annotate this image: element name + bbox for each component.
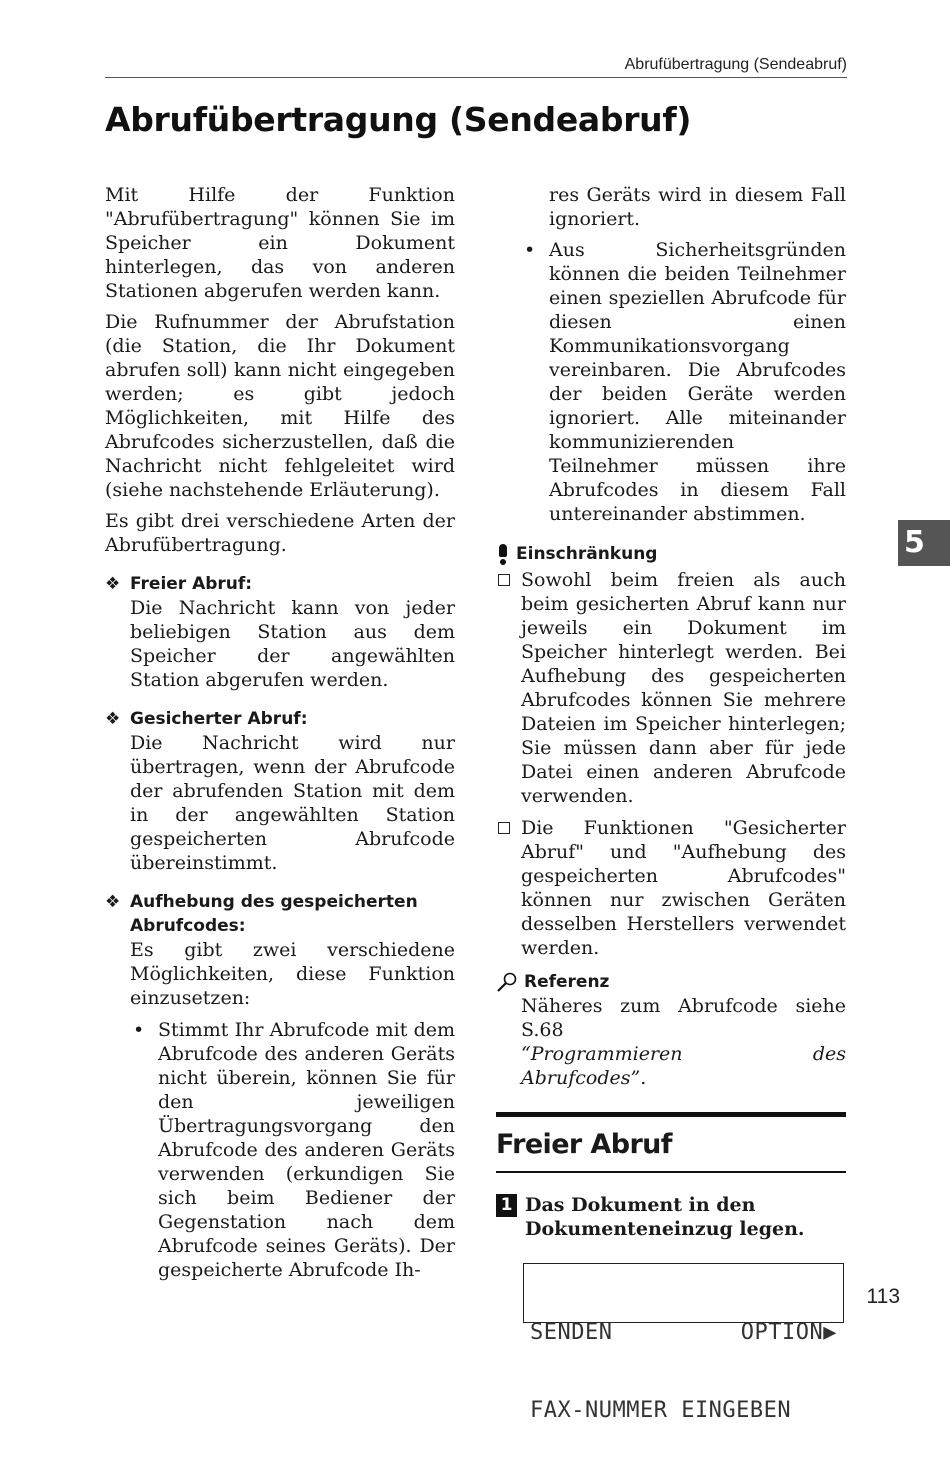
checkbox-square-icon bbox=[498, 574, 510, 586]
reference-link[interactable]: “Programmieren des Abrufcodes” bbox=[521, 1043, 846, 1089]
definition-freier-abruf bbox=[105, 572, 455, 692]
page-title: Abrufübertragung (Sendeabruf) bbox=[105, 100, 692, 139]
section-rule-bottom bbox=[496, 1171, 846, 1173]
definition-body: Es gibt zwei verschiedene Möglichkeiten, diese Funktion einzusetzen: bbox=[130, 939, 455, 1009]
section-title: Freier Abruf bbox=[496, 1129, 672, 1160]
header-rule bbox=[105, 77, 847, 78]
step-number-badge: 1 bbox=[496, 1194, 517, 1217]
definition-body: Die Nachricht wird nur übertragen, wenn der Abrufcode der abrufenden Station mit dem in der angewählten Station gespeicherten Abrufcode übereinstimmt. bbox=[130, 732, 455, 874]
section-rule-top bbox=[496, 1112, 846, 1117]
bullet-list bbox=[496, 238, 846, 526]
bullet-list bbox=[105, 1018, 455, 1282]
list-item: • Stimmt Ihr Abrufcode mit dem Abrufcode des anderen Geräts nicht überein, können Sie für den jeweiligen Übertragungsvorgang den Abrufcode des anderen Geräts verwenden (erkundigen Sie sich beim Bediener der Gegenstation nach dem Abrufcode seines Geräts). Der gespeicherte Abrufcode Ih- bbox=[133, 1019, 455, 1281]
limitation-list bbox=[496, 568, 846, 960]
definition-term: Aufhebung des gespeicherten Abrufcodes: bbox=[130, 892, 418, 936]
lcd-line1-left: SENDEN bbox=[530, 1320, 613, 1345]
step-text: Das Dokument in den Dokumenteneinzug legen. bbox=[525, 1194, 805, 1240]
lcd-line2: FAX-NUMMER EINGEBEN bbox=[530, 1398, 792, 1423]
magnifier-icon bbox=[496, 971, 518, 993]
limitation-heading: Einschränkung bbox=[496, 542, 846, 566]
list-item: • Aus Sicherheitsgründen können die beiden Teilnehmer einen speziellen Abrufcode für diesen einen Kommunikationsvorgang vereinbaren. Die Abrufcodes der beiden Geräte werden ignoriert. Alle miteinander kommunizierenden Teilnehmer müssen ihre Abrufcodes in diesem Fall untereinander abstimmen. bbox=[524, 239, 846, 525]
lcd-line1-right: OPTION bbox=[740, 1320, 824, 1345]
intro-paragraph: Mit Hilfe der Funktion "Abrufübertragung" können Sie im Speicher ein Dokument hinterlegen, das von anderen Stationen abgerufen werden kann. bbox=[105, 184, 455, 302]
running-header: Abrufübertragung (Sendeabruf) bbox=[624, 56, 847, 73]
diamond-bullet-icon: ❖ bbox=[105, 574, 121, 594]
definition-aufhebung bbox=[105, 890, 455, 1282]
left-column bbox=[105, 183, 455, 1288]
checkbox-square-icon bbox=[498, 822, 510, 834]
list-item: Die Funktionen "Gesicherter Abruf" und "Aufhebung des gespeicherten Abrufcodes" können nur zwischen Geräten desselben Herstellers verwendet werden. bbox=[496, 816, 846, 960]
list-item: Sowohl beim freien als auch beim gesicherten Abruf kann nur jeweils ein Dokument im Speicher hinterlegt werden. Bei Aufhebung des gespeicherten Abrufcodes können Sie mehrere Dateien im Speicher hinterlegen; Sie müssen dann aber für jede Datei einen anderen Abrufcode verwenden. bbox=[496, 568, 846, 808]
intro-paragraph: Es gibt drei verschiedene Arten der Abrufübertragung. bbox=[105, 510, 455, 556]
step-1 bbox=[496, 1193, 846, 1241]
diamond-bullet-icon: ❖ bbox=[105, 892, 121, 912]
intro-paragraph: Die Rufnummer der Abrufstation (die Station, die Ihr Dokument abrufen soll) kann nicht eingegeben werden; es gibt jedoch Möglichkeiten, mit Hilfe des Abrufcodes sicherzustellen, daß die Nachricht nicht fehlgeleitet wird (siehe nachstehende Erläuterung). bbox=[105, 311, 455, 501]
arrow-right-icon: ▶ bbox=[823, 1320, 837, 1345]
exclamation-icon bbox=[496, 543, 510, 565]
definition-term: Freier Abruf: bbox=[130, 574, 253, 594]
right-column bbox=[496, 183, 846, 1423]
definition-gesicherter-abruf bbox=[105, 707, 455, 875]
bullet-dot-icon: • bbox=[133, 1019, 145, 1041]
reference-text: Näheres zum Abrufcode siehe S.68 “Programmieren des Abrufcodes”. bbox=[521, 995, 846, 1089]
chapter-tab: 5 bbox=[898, 520, 950, 566]
definition-body: Die Nachricht kann von jeder beliebigen Station aus dem Speicher der angewählten Station abgerufen werden. bbox=[130, 597, 455, 691]
lcd-display bbox=[523, 1263, 844, 1423]
reference-heading: Referenz bbox=[496, 970, 846, 994]
diamond-bullet-icon: ❖ bbox=[105, 709, 121, 729]
bullet-dot-icon: • bbox=[524, 239, 536, 261]
bullet-continuation: res Geräts wird in diesem Fall ignoriert. bbox=[549, 184, 846, 230]
definition-term: Gesicherter Abruf: bbox=[130, 709, 308, 729]
page-number: 113 bbox=[866, 1285, 900, 1308]
